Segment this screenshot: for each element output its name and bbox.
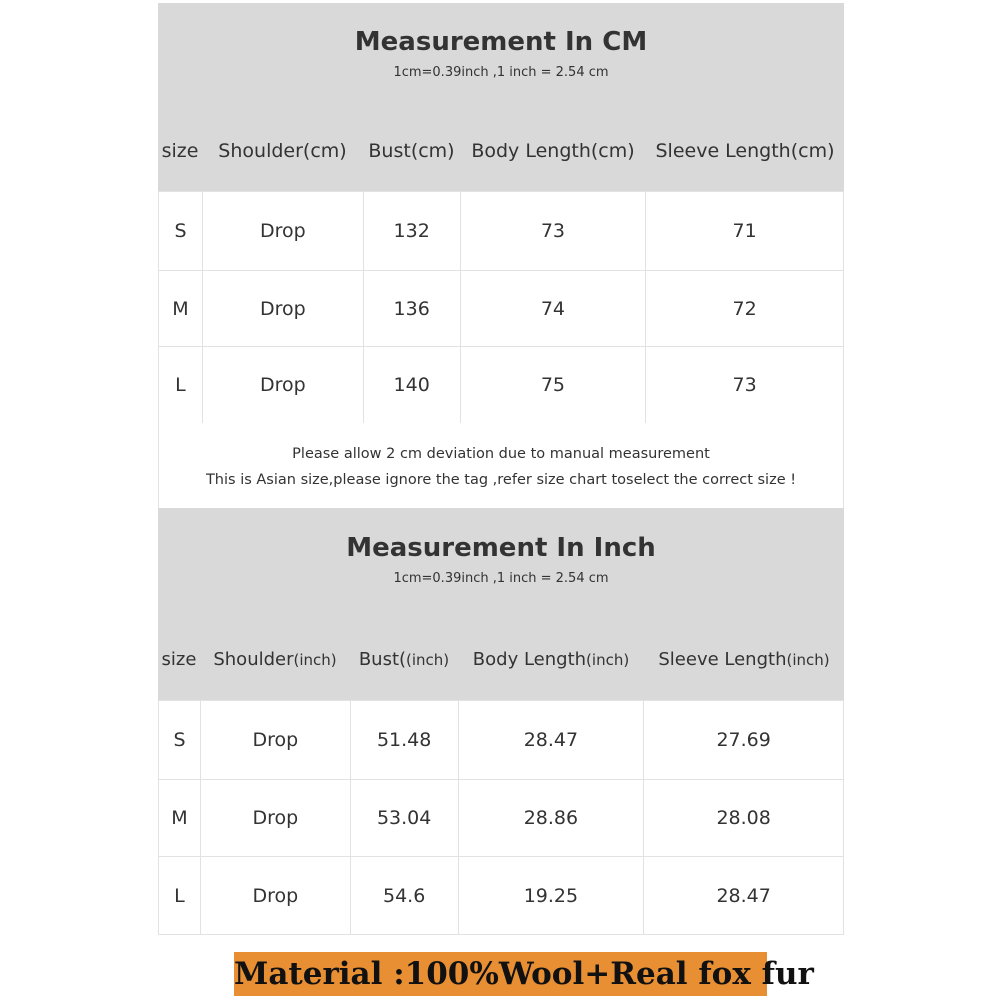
- cm-title-block: [158, 27, 844, 80]
- asian-size-note: This is Asian size,please ignore the tag ,refer size chart toselect the correct size !: [205, 472, 797, 488]
- inch-size-table: [158, 700, 844, 935]
- inch-cell-body-length: 28.47: [458, 701, 644, 780]
- material-banner: Material :100%Wool+Real fox fur: [234, 952, 767, 996]
- cm-cell-bust: 136: [363, 271, 460, 347]
- table-row: [159, 780, 844, 857]
- inch-cell-size: M: [159, 780, 201, 857]
- inch-cell-shoulder: Drop: [200, 701, 350, 780]
- cm-header-sleeve-length: Sleeve Length(cm): [655, 140, 835, 162]
- inch-header-size: size: [161, 648, 197, 670]
- cm-cell-sleeve-length: 71: [646, 192, 844, 271]
- inch-cell-bust: 54.6: [350, 857, 458, 935]
- inch-title-block: [158, 533, 844, 586]
- cm-cell-shoulder: Drop: [202, 192, 363, 271]
- size-chart-sheet: [158, 3, 844, 934]
- cm-size-table: [158, 191, 844, 424]
- cm-cell-shoulder: Drop: [202, 347, 363, 424]
- cm-cell-bust: 140: [363, 347, 460, 424]
- inch-cell-bust: 51.48: [350, 701, 458, 780]
- inch-cell-size: L: [159, 857, 201, 935]
- table-row: [159, 271, 844, 347]
- inch-header-shoulder: Shoulder(inch): [213, 648, 337, 670]
- cm-cell-sleeve-length: 72: [646, 271, 844, 347]
- table-row: [159, 857, 844, 935]
- inch-header-sleeve-length: Sleeve Length(inch): [658, 648, 830, 670]
- inch-title: Measurement In Inch: [346, 533, 656, 563]
- inch-header-bust: Bust((inch): [358, 648, 450, 670]
- cm-header-bust: Bust(cm): [368, 140, 455, 162]
- cm-header-body-length: Body Length(cm): [471, 140, 635, 162]
- cm-column-headers: [158, 135, 844, 167]
- cm-cell-sleeve-length: 73: [646, 347, 844, 424]
- cm-cell-size: L: [159, 347, 203, 424]
- cm-cell-body-length: 75: [460, 347, 646, 424]
- inch-cell-sleeve-length: 28.47: [644, 857, 844, 935]
- inch-cell-sleeve-length: 28.08: [644, 780, 844, 857]
- inch-cell-size: S: [159, 701, 201, 780]
- inch-conversion-note: 1cm=0.39inch ,1 inch = 2.54 cm: [393, 571, 609, 586]
- inch-cell-body-length: 28.86: [458, 780, 644, 857]
- cm-cell-size: M: [159, 271, 203, 347]
- inch-cell-body-length: 19.25: [458, 857, 644, 935]
- cm-cell-body-length: 73: [460, 192, 646, 271]
- inch-header-body-length: Body Length(inch): [472, 648, 630, 670]
- inch-cell-shoulder: Drop: [200, 780, 350, 857]
- inch-column-headers: [158, 643, 844, 675]
- cm-header-shoulder: Shoulder(cm): [218, 140, 347, 162]
- table-row: [159, 701, 844, 780]
- inch-cell-sleeve-length: 27.69: [644, 701, 844, 780]
- table-row: [159, 347, 844, 424]
- cm-header-size: size: [161, 140, 199, 162]
- cm-title: Measurement In CM: [354, 27, 648, 57]
- cm-cell-size: S: [159, 192, 203, 271]
- inch-cell-shoulder: Drop: [200, 857, 350, 935]
- table-row: [159, 192, 844, 271]
- deviation-note: Please allow 2 cm deviation due to manual measurement: [292, 446, 710, 462]
- inch-cell-bust: 53.04: [350, 780, 458, 857]
- cm-cell-body-length: 74: [460, 271, 646, 347]
- cm-cell-bust: 132: [363, 192, 460, 271]
- cm-conversion-note: 1cm=0.39inch ,1 inch = 2.54 cm: [393, 65, 609, 80]
- cm-cell-shoulder: Drop: [202, 271, 363, 347]
- deviation-notes: [158, 423, 844, 508]
